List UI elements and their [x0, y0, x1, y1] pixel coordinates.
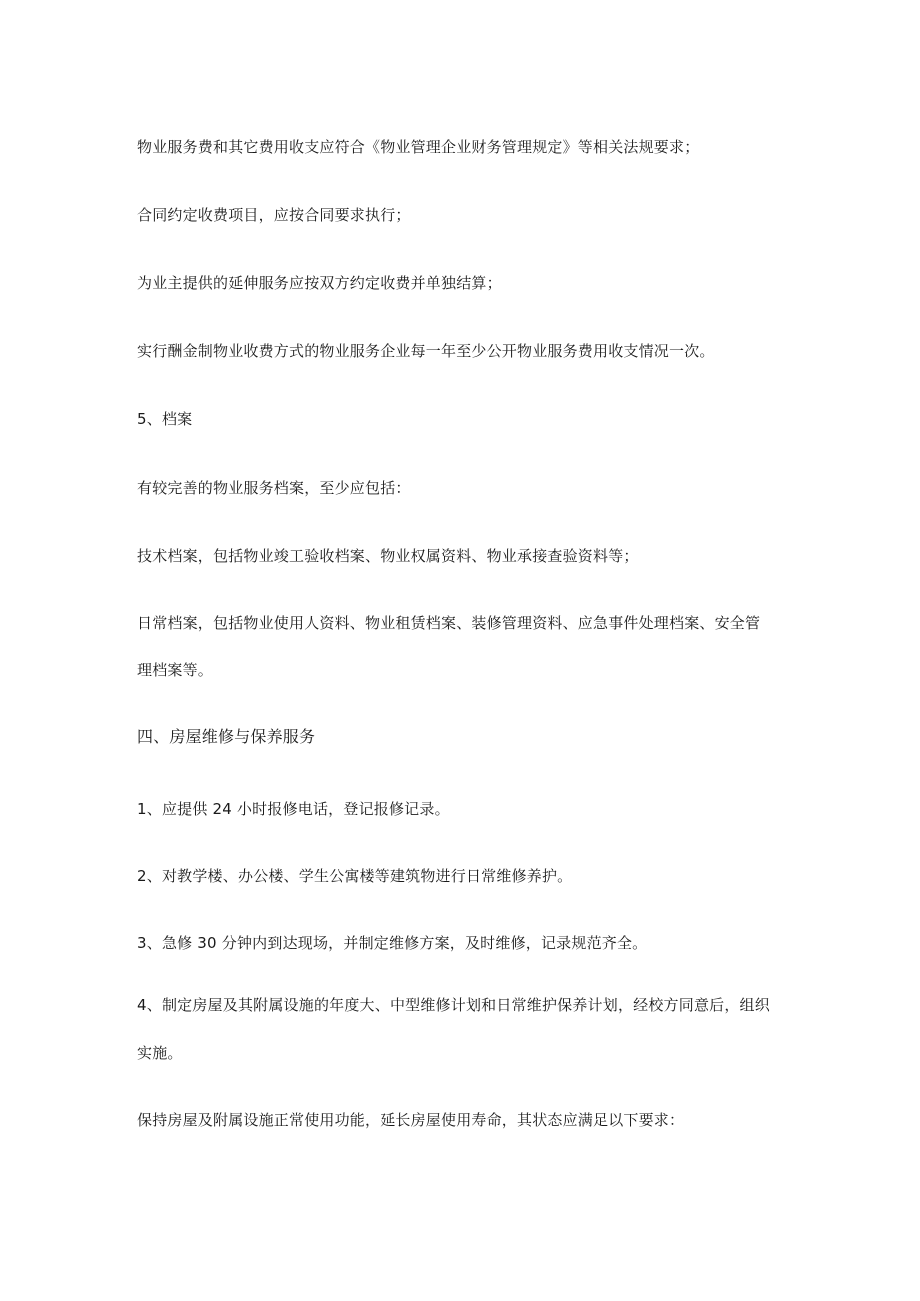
paragraph-contract-fees: 合同约定收费项目，应按合同要求执行； — [137, 206, 411, 224]
list-item-daily-maintenance: 2、对教学楼、办公楼、学生公寓楼等建筑物进行日常维修养护。 — [137, 867, 573, 885]
paragraph-extended-services: 为业主提供的延伸服务应按双方约定收费并单独结算； — [137, 274, 502, 292]
list-item-emergency-repair: 3、急修 30 分钟内到达现场，并制定维修方案，及时维修，记录规范齐全。 — [137, 934, 648, 952]
paragraph-house-condition: 保持房屋及附属设施正常使用功能，延长房屋使用寿命，其状态应满足以下要求： — [137, 1111, 685, 1129]
paragraph-fee-compliance: 物业服务费和其它费用收支应符合《物业管理企业财务管理规定》等相关法规要求； — [137, 138, 700, 156]
list-item-maintenance-plan-line2: 实施。 — [137, 1044, 183, 1062]
paragraph-archives-intro: 有较完善的物业服务档案，至少应包括： — [137, 479, 411, 497]
section-heading-archives: 5、档案 — [137, 410, 193, 428]
list-item-maintenance-plan-line1: 4、制定房屋及其附属设施的年度大、中型维修计划和日常维护保养计划，经校方同意后，组织 — [137, 996, 770, 1014]
paragraph-fee-disclosure: 实行酬金制物业收费方式的物业服务企业每一年至少公开物业服务费用收支情况一次。 — [137, 342, 715, 360]
paragraph-daily-archives-line2: 理档案等。 — [137, 661, 214, 679]
chapter-heading-maintenance: 四、房屋维修与保养服务 — [137, 727, 316, 746]
paragraph-technical-archives: 技术档案，包括物业竣工验收档案、物业权属资料、物业承接查验资料等； — [137, 547, 639, 565]
list-item-repair-hotline: 1、应提供 24 小时报修电话，登记报修记录。 — [137, 800, 450, 818]
paragraph-daily-archives-line1: 日常档案，包括物业使用人资料、物业租赁档案、装修管理资料、应急事件处理档案、安全管 — [137, 614, 761, 632]
